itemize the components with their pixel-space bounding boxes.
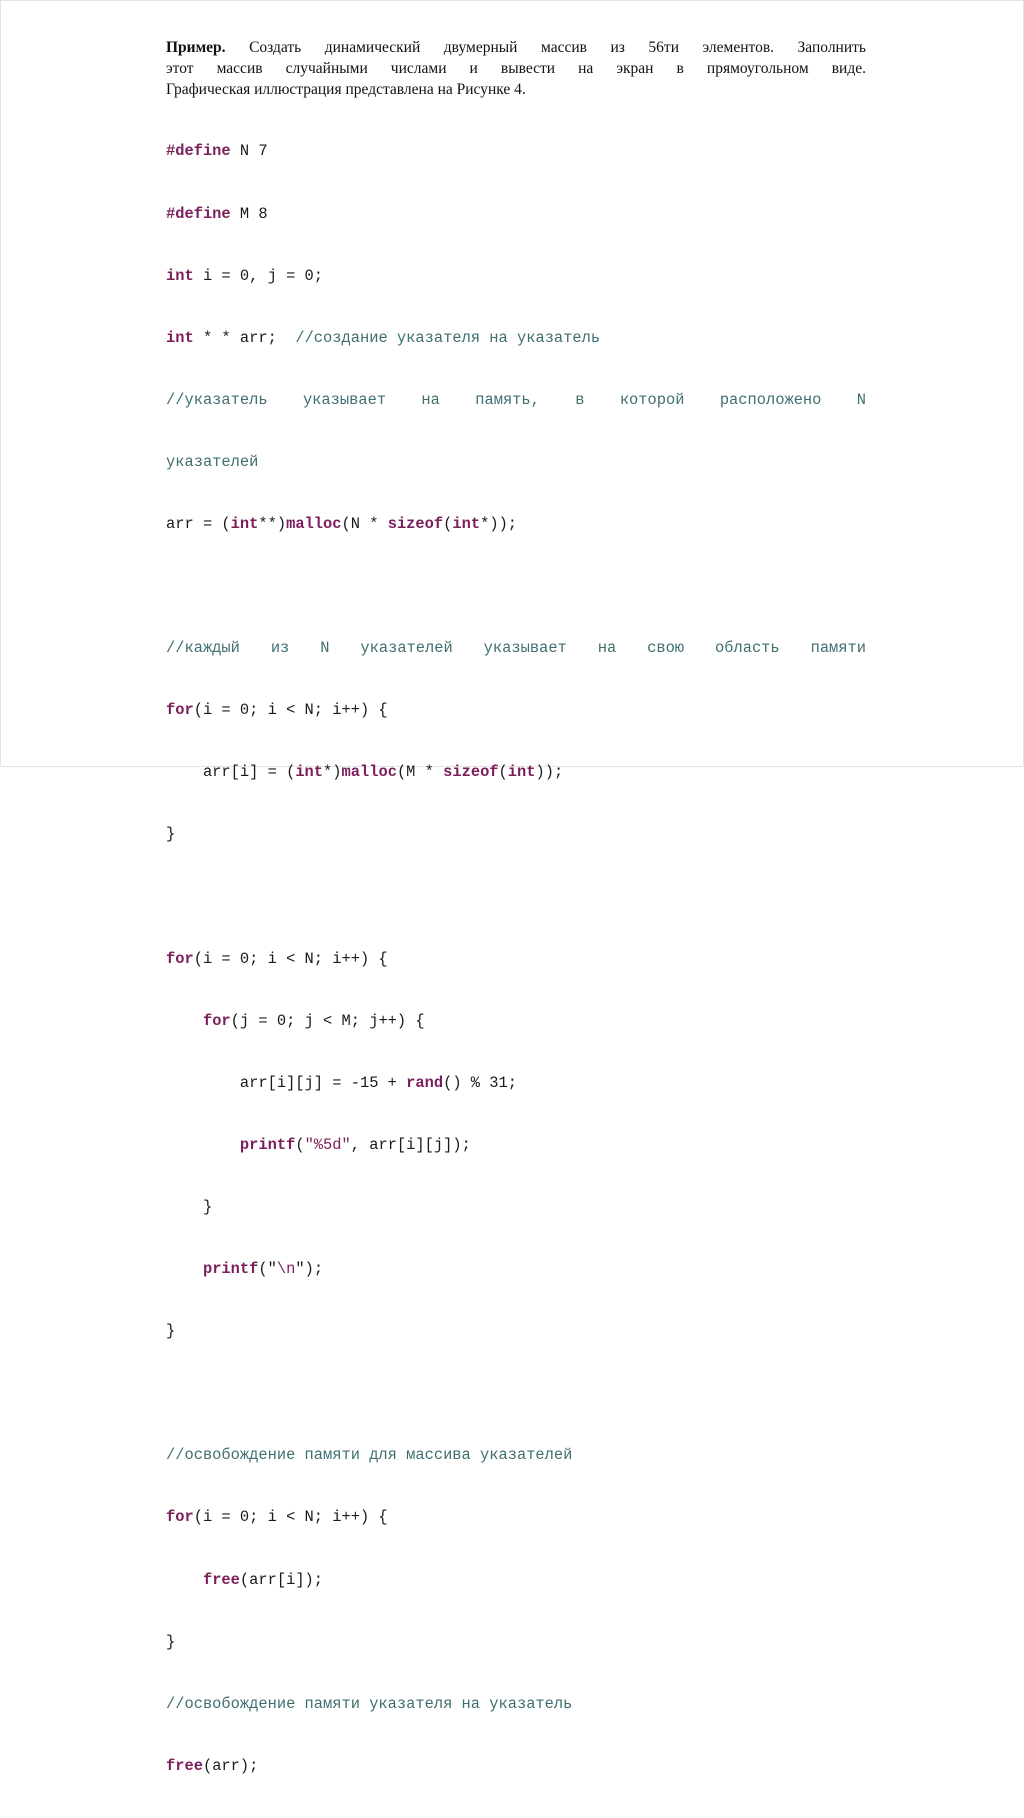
code-line-comment-free-rows: [166, 1445, 866, 1466]
code-text: (arr[i]);: [239, 1570, 324, 1589]
code-line-for-free: [166, 1507, 866, 1528]
code-line-for-outer: [166, 949, 866, 970]
code-text: M 8: [230, 204, 268, 223]
code-text: **): [258, 514, 287, 533]
code-text: arr[i][j] = -15 +: [166, 1073, 407, 1092]
code-line-free-arr: [166, 1756, 866, 1777]
code-line-comment-pointer: [166, 390, 866, 411]
task-line-3: Графическая иллюстрация представлена на Рисунке 4.: [166, 81, 526, 98]
code-line-int-arr: [166, 328, 866, 349]
string-literal: \n: [276, 1260, 296, 1279]
keyword: for: [166, 1508, 194, 1527]
code-text: *): [323, 763, 342, 782]
code-text: (M *: [396, 763, 444, 782]
task-line-1: [166, 37, 866, 58]
keyword: int: [507, 763, 536, 782]
example-label: Пример.: [166, 39, 226, 56]
code-text: (N *: [341, 514, 388, 533]
task-text-1: Создать динамический двумерный массив из 56ти элементов. Заполнить: [225, 39, 866, 56]
code-line-define-n: [166, 141, 866, 162]
document-content: [166, 37, 866, 1818]
keyword: #define: [166, 142, 231, 161]
code-text: (: [443, 514, 453, 533]
code-text: i = 0, j = 0;: [193, 266, 324, 285]
keyword: int: [295, 763, 324, 782]
code-text: * * arr;: [193, 328, 296, 347]
code-text: (i = 0; i < N; i++) {: [193, 949, 388, 968]
keyword: for: [202, 1011, 231, 1030]
code-line-close-brace-free: }: [166, 1632, 176, 1651]
code-comment: //освобождение памяти указателя на указатель: [166, 1694, 573, 1713]
code-comment: //каждый из N указателей указывает на свою область памяти: [166, 639, 866, 658]
keyword: for: [166, 701, 194, 720]
blank-line: [166, 1383, 866, 1404]
code-line-malloc-arr: [166, 514, 866, 535]
code-line-close-brace: }: [166, 825, 176, 844]
code-text: (i = 0; i < N; i++) {: [193, 1508, 388, 1527]
keyword: printf: [202, 1260, 259, 1279]
code-line-comment-free-arr: [166, 1694, 866, 1715]
code-line-malloc-row: [166, 762, 866, 783]
keyword: int: [230, 514, 259, 533]
code-text: (: [295, 1135, 305, 1154]
keyword: printf: [239, 1135, 296, 1154]
code-line-for-alloc: [166, 700, 866, 721]
string-literal: "%5d": [304, 1135, 351, 1154]
keyword: int: [452, 514, 481, 533]
keyword: rand: [406, 1073, 444, 1092]
code-text: (": [258, 1260, 277, 1279]
code-comment: указателей: [166, 452, 259, 471]
keyword: malloc: [341, 763, 397, 782]
keyword: int: [166, 328, 194, 347]
blank-line: [166, 576, 866, 597]
code-text: *));: [480, 514, 518, 533]
code-indent: [166, 1571, 203, 1589]
code-text: arr = (: [166, 514, 231, 533]
code-line-close-brace-outer: }: [166, 1322, 176, 1341]
code-comment: //освобождение памяти для массива указателей: [166, 1446, 573, 1465]
code-listing: [166, 100, 866, 1818]
code-text: () % 31;: [443, 1073, 517, 1092]
code-line-printf-newline: [166, 1259, 866, 1280]
keyword: sizeof: [387, 514, 444, 533]
code-indent: [166, 1012, 203, 1030]
keyword: for: [166, 949, 194, 968]
code-line-define-m: [166, 204, 866, 225]
task-description: [166, 37, 866, 100]
code-line-for-inner: [166, 1011, 866, 1032]
code-comment: //создание указателя на указатель: [295, 328, 601, 347]
code-line-comment-each: [166, 638, 866, 659]
code-text: (arr);: [202, 1756, 259, 1775]
code-line-close-brace-inner: }: [166, 1198, 213, 1216]
code-indent: [166, 1136, 240, 1154]
code-indent: [166, 1260, 203, 1278]
task-line-2: этот массив случайными числами и вывести на экран в прямоугольном виде.: [166, 60, 866, 77]
code-comment: //указатель указывает на память, в которой расположено N: [166, 390, 866, 409]
code-text: (i = 0; i < N; i++) {: [193, 701, 388, 720]
code-line-printf-value: [166, 1135, 866, 1156]
code-line-comment-pointers: [166, 452, 866, 473]
keyword: #define: [166, 204, 231, 223]
code-line-int-ij: [166, 266, 866, 287]
code-text: arr[i] = (: [166, 763, 296, 782]
code-text: (j = 0; j < M; j++) {: [230, 1011, 425, 1030]
keyword: sizeof: [443, 763, 499, 782]
code-line-rand: [166, 1073, 866, 1094]
code-text: ));: [535, 763, 564, 782]
code-text: , arr[i][j]);: [350, 1135, 471, 1154]
code-line-free-row: [166, 1570, 866, 1591]
keyword: free: [166, 1756, 203, 1775]
keyword: int: [166, 266, 194, 285]
blank-line: [166, 887, 866, 908]
keyword: malloc: [286, 514, 342, 533]
code-text: (: [498, 763, 508, 782]
keyword: free: [202, 1570, 240, 1589]
code-text: N 7: [230, 142, 268, 161]
code-text: ");: [295, 1260, 324, 1279]
